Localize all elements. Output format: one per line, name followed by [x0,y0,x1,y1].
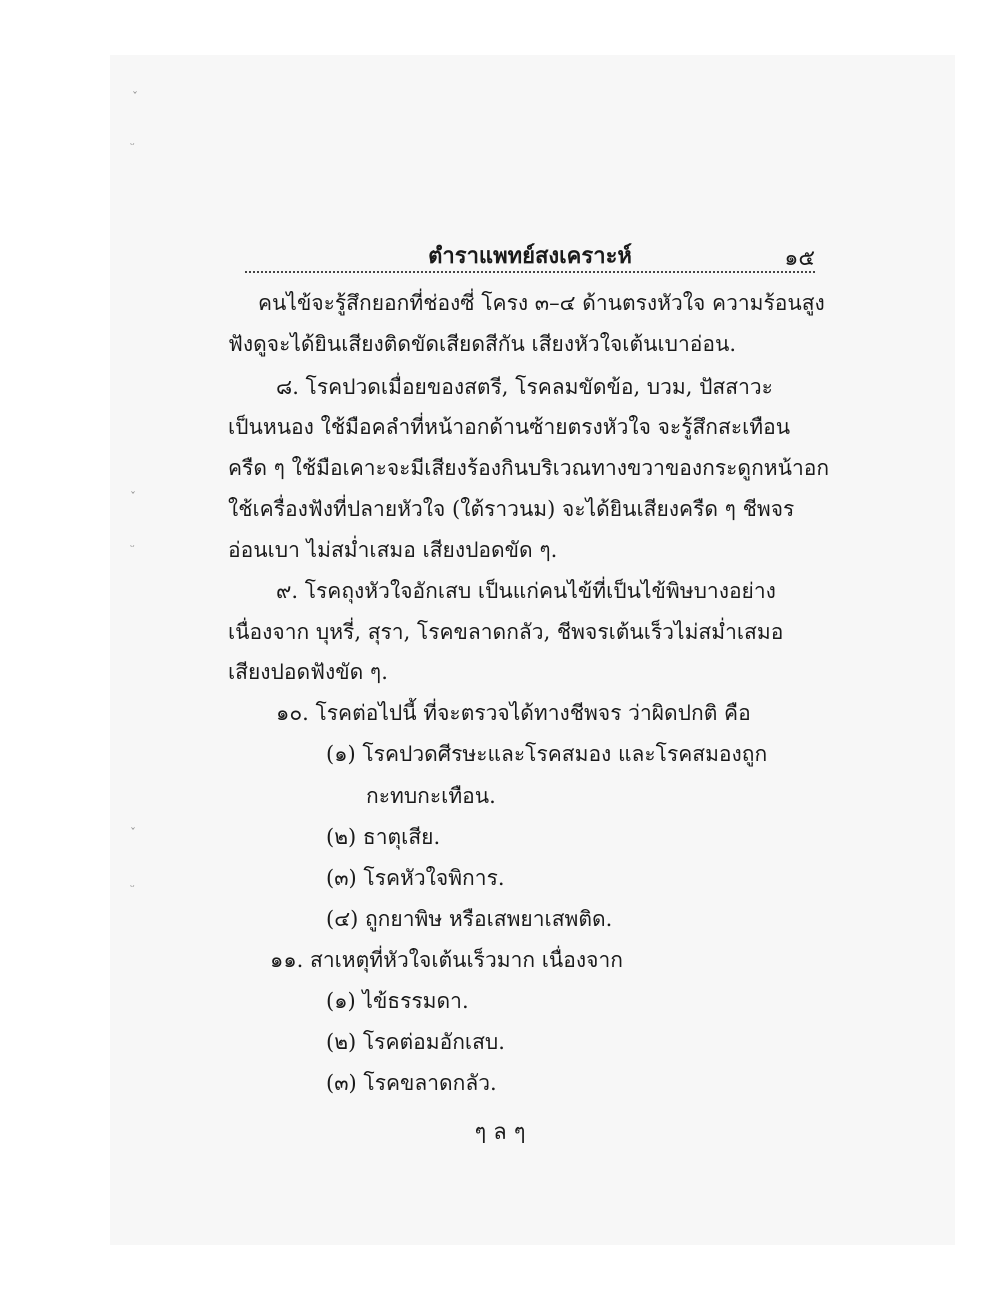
body-line: อ่อนเบา ไม่สม่ำเสมอ เสียงปอดขัด ๆ. [228,538,558,562]
header-rule [245,271,815,273]
page-number: ๑๕ [784,246,815,271]
list-item: (๓) โรคหัวใจพิการ. [326,866,505,890]
scanned-page [110,55,955,1245]
list-item: (๑) โรคปวดศีรษะและโรคสมอง และโรคสมองถูก [326,742,768,766]
body-line: ๘. โรคปวดเมื่อยของสตรี, โรคลมขัดข้อ, บวม, ปัสสาวะ [276,375,773,399]
scan-speck: ˇ [130,490,136,504]
body-line: ฟังดูจะได้ยินเสียงติดขัดเสียดสีกัน เสียงหัวใจเต้นเบาอ่อน. [228,332,736,356]
list-item: (๒) โรคต่อมอักเสบ. [326,1030,505,1054]
list-item: (๓) โรคขลาดกลัว. [326,1071,497,1095]
scan-speck: ˇ [130,826,136,840]
page-footer-mark: ๆ ล ๆ [474,1120,526,1145]
scan-speck: ᵕ [130,540,135,554]
scan-speck: ᵕ [130,880,135,894]
body-line: ใช้เครื่องฟังที่ปลายหัวใจ (ใต้ราวนม) จะได้ยินเสียงครืด ๆ ชีพจร [228,497,795,521]
list-item: กะทบกะเทือน. [366,784,496,808]
body-line: เป็นหนอง ใช้มือคลำที่หน้าอกด้านซ้ายตรงหัวใจ จะรู้สึกสะเทือน [228,415,791,439]
body-line: ๙. โรคถุงหัวใจอักเสบ เป็นแก่คนไข้ที่เป็นไข้พิษบางอย่าง [276,579,776,603]
page-title: ตำราแพทย์สงเคราะห์ [428,243,632,269]
scan-speck: ˇ [132,90,138,104]
body-line: คนไข้จะรู้สึกยอกที่ช่องซี่ โครง ๓–๔ ด้านตรงหัวใจ ความร้อนสูง [258,291,825,315]
body-line: เนื่องจาก บุหรี่, สุรา, โรคขลาดกลัว, ชีพจรเต้นเร็วไม่สม่ำเสมอ [228,620,784,644]
list-item: (๔) ถูกยาพิษ หรือเสพยาเสพติด. [326,907,613,931]
body-line: ๑๐. โรคต่อไปนี้ ที่จะตรวจได้ทางชีพจร ว่าผิดปกติ คือ [276,701,751,725]
body-line: เสียงปอดฟังขัด ๆ. [228,660,388,684]
body-line: ๑๑. สาเหตุที่หัวใจเต้นเร็วมาก เนื่องจาก [270,948,623,972]
list-item: (๒) ธาตุเสีย. [326,825,441,849]
list-item: (๑) ไข้ธรรมดา. [326,989,469,1013]
body-line: ครืด ๆ ใช้มือเคาะจะมีเสียงร้องกินบริเวณทางขวาของกระดูกหน้าอก [228,456,830,480]
page-header [245,238,815,272]
scan-speck: ᵕ [130,138,135,152]
